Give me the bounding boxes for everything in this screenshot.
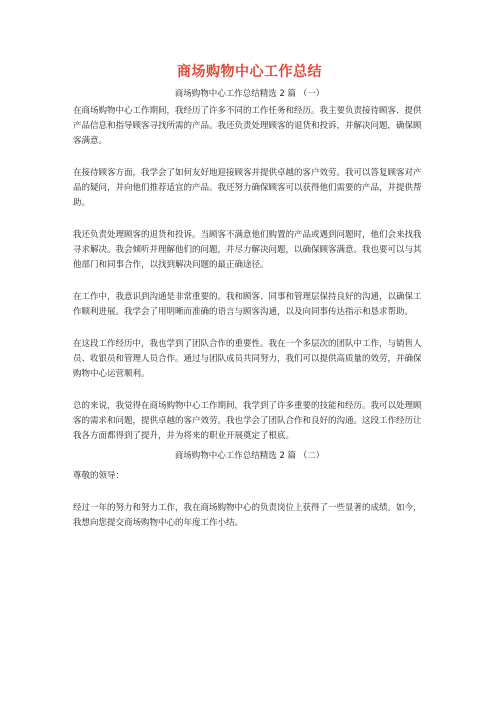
paragraph: 在接待顾客方面，我学会了如何友好地迎接顾客并提供卓越的客户效劳。我可以答复顾客对产品的疑问，并向他们推荐适宜的产品。我还努力确保顾客可以获得他们需要的产品，并提供帮助。	[73, 168, 422, 208]
greeting-line: 尊敬的领导：	[73, 471, 125, 481]
paragraph: 在工作中，我意识到沟通是非常重要的。我和顾客、同事和管理层保持良好的沟通，以确保工作顺利进展。我学会了用明晰而准确的语言与顾客沟通，以及向同事传达指示和恳求帮助。	[73, 292, 422, 317]
section-2-subtitle: 商场购物中心工作总结精选 2 篇 （二）	[174, 451, 325, 461]
paragraph: 我还负责处理顾客的退货和投诉。当顾客不满意他们购置的产品或遇到问题时，他们会来找我寻求解决。我会倾听并理解他们的问题，并尽力解决问题，以确保顾客满意。我也要可以与其他部门和同事合作，以找到解决问题的最正确途径。	[73, 230, 422, 270]
paragraph: 在这段工作经历中，我也学到了团队合作的重要性。我在一个多层次的团队中工作，与销售人员、收银员和管理人员合作。通过与团队成员共同努力，我们可以提供高质量的效劳，并确保购物中心运营顺利。	[73, 339, 422, 379]
section-1-subtitle: 商场购物中心工作总结精选 2 篇 （一）	[174, 89, 325, 99]
paragraph: 总的来说，我觉得在商场购物中心工作期间，我学到了许多重要的技能和经历。我可以处理顾客的需求和问题，提供卓越的客户效劳。我也学会了团队合作和良好的沟通。这段工作经历让我各方面都得到了提升，并为将来的职业开展奠定了根底。	[73, 401, 422, 441]
document-title: 商场购物中心工作总结	[177, 64, 322, 80]
paragraph: 经过一年的努力和努力工作，我在商场购物中心的负责岗位上获得了一些显著的成绩。如今，我想向您提交商场购物中心的年度工作小结。	[73, 503, 422, 528]
paragraph: 在商场购物中心工作期间，我经历了许多不同的工作任务和经历。我主要负责接待顾客、提供产品信息和指导顾客寻找所需的产品。我还负责处理顾客的退货和投诉，并解决问题，确保顾客满意。	[73, 106, 422, 146]
